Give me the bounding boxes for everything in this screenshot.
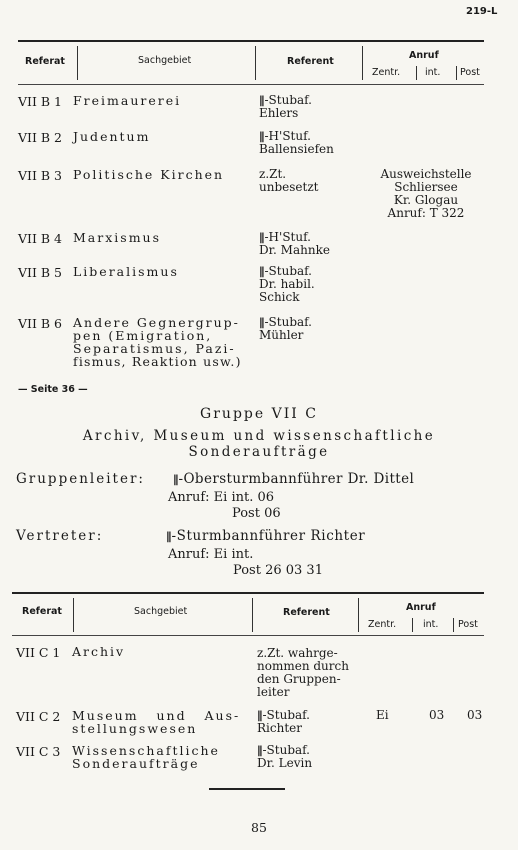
table-row-ref: VII B 2: [18, 130, 62, 145]
table-row-zentr: Ei: [376, 708, 389, 722]
table2-col-divider-2: [252, 598, 253, 632]
table-row-ref: VII B 4: [18, 231, 62, 246]
table-row-ref: VII B 3: [18, 168, 62, 183]
table-row-person: Mühler: [259, 328, 304, 342]
header-referat: Referat: [25, 56, 65, 67]
table-row-person: Dr. Levin: [257, 756, 313, 770]
table-row-subject: stellungswesen: [72, 721, 198, 736]
header2-referent: Referent: [283, 607, 330, 618]
table-row-note: Kr. Glogau: [393, 193, 459, 207]
group-title: Gruppe VII C: [200, 406, 318, 422]
group-subtitle-2: Sonderaufträge: [188, 444, 330, 460]
table-row-int: 03: [429, 708, 445, 722]
ss-rune-glyph: ∥: [259, 265, 265, 278]
header2-post: Post: [458, 619, 478, 630]
table-row-person: ∥-Stubaf.: [259, 264, 312, 278]
header-anruf: Anruf: [409, 50, 439, 61]
header-referent: Referent: [287, 56, 334, 67]
table-row-ref: VII C 2: [16, 709, 61, 724]
ss-rune-glyph: ∥: [259, 316, 265, 329]
table-row-person: Ballensiefen: [259, 142, 334, 156]
table-row-ref: VII C 1: [16, 645, 61, 660]
table-row-person: unbesetzt: [259, 180, 319, 194]
table-row-person: Ehlers: [259, 106, 299, 120]
table-row-subject: pen (Emigration,: [73, 328, 213, 343]
table-row-subject: Marxismus: [73, 230, 162, 245]
ss-rune-glyph: ∥: [259, 130, 265, 143]
anruf-divider-2: [456, 66, 457, 80]
header2-anruf: Anruf: [406, 602, 436, 613]
table-row-subject: Liberalismus: [73, 264, 179, 279]
table-row-person: ∥-Stubaf.: [259, 315, 312, 329]
table-row-subject: Judentum: [73, 129, 151, 144]
table-row-person: Dr. Mahnke: [259, 243, 330, 257]
leader-name: ∥-Obersturmbannführer Dr. Dittel: [173, 471, 415, 487]
deputy-name: ∥-Sturmbannführer Richter: [166, 528, 366, 544]
table-row-person: Schick: [259, 290, 300, 304]
table-row-ref: VII C 3: [16, 744, 61, 759]
anruf2-divider-2: [453, 618, 454, 632]
table-row-subject: Wissenschaftliche: [72, 743, 220, 758]
header2-sachgebiet: Sachgebiet: [134, 606, 188, 617]
table-row-person: nommen durch: [257, 659, 349, 673]
deputy-phone-1: Anruf: Ei int.: [168, 547, 254, 562]
table-row-person: ∥-Stubaf.: [257, 708, 310, 722]
table-row-person: leiter: [257, 685, 290, 699]
ss-rune-glyph: ∥: [259, 231, 265, 244]
ss-rune-glyph: ∥: [259, 94, 265, 107]
table2-col-divider-1: [73, 598, 74, 632]
table-row-subject: Museum und Aus-: [72, 708, 241, 723]
header-post: Post: [460, 67, 480, 78]
table-row-person: z.Zt.: [259, 167, 287, 181]
table-row-ref: VII B 1: [18, 94, 62, 109]
group-subtitle-1: Archiv, Museum und wissenschaftliche: [82, 428, 436, 444]
table-row-subject: Freimaurerei: [73, 93, 182, 108]
table-row-person: ∥-Stubaf.: [259, 93, 312, 107]
header2-referat: Referat: [22, 606, 62, 617]
table-row-subject: Politische Kirchen: [73, 167, 225, 182]
table-row-subject: Sonderaufträge: [72, 756, 200, 771]
table-row-person: den Gruppen-: [257, 672, 341, 686]
ss-rune-glyph: ∥: [166, 530, 172, 543]
table-row-person: ∥-H'Stuf.: [259, 230, 311, 244]
header-sachgebiet: Sachgebiet: [138, 55, 192, 66]
table2-top-rule: [12, 592, 484, 594]
leader-label: Gruppenleiter:: [16, 471, 145, 487]
page-reference: — Seite 36 —: [18, 384, 88, 395]
table-row-post: 03: [467, 708, 483, 722]
table-row-person: Dr. habil.: [259, 277, 315, 291]
table-row-person: Richter: [257, 721, 302, 735]
table1-top-rule: [18, 40, 484, 42]
table-row-note: Ausweichstelle: [380, 167, 472, 181]
header-zentr: Zentr.: [372, 67, 401, 78]
deputy-label: Vertreter:: [16, 528, 104, 544]
table-row-note: Anruf: T 322: [387, 206, 465, 220]
table1-col-divider-1: [77, 46, 78, 80]
table-row-subject: fismus, Reaktion usw.): [73, 354, 242, 369]
table-row-subject: Separatismus, Pazi-: [73, 341, 236, 356]
ss-rune-glyph: ∥: [173, 473, 179, 486]
leader-phone-1: Anruf: Ei int. 06: [168, 490, 275, 505]
table-row-person: ∥-H'Stuf.: [259, 129, 311, 143]
header2-zentr: Zentr.: [368, 619, 397, 630]
header2-int: int.: [423, 619, 439, 630]
table-row-subject: Andere Gegnergrup-: [73, 315, 240, 330]
deputy-phone-2: Post 26 03 31: [233, 563, 323, 578]
anruf2-divider-1: [412, 618, 413, 632]
table2-header-rule: [12, 635, 484, 636]
end-rule: [209, 788, 285, 790]
table-row-ref: VII B 5: [18, 265, 62, 280]
table1-col-divider-3: [362, 46, 363, 80]
leader-phone-2: Post 06: [232, 506, 281, 521]
table-row-person: z.Zt. wahrge-: [257, 646, 338, 660]
table-row-note: Schliersee: [394, 180, 458, 194]
ss-rune-glyph: ∥: [257, 744, 263, 757]
table-row-subject: Archiv: [72, 644, 126, 659]
table1-header-rule: [18, 84, 484, 85]
header-int: int.: [425, 67, 441, 78]
table1-col-divider-2: [255, 46, 256, 80]
anruf-divider-1: [416, 66, 417, 80]
table-row-ref: VII B 6: [18, 316, 62, 331]
table2-col-divider-3: [358, 598, 359, 632]
ss-rune-glyph: ∥: [257, 709, 263, 722]
page-number: 85: [251, 820, 267, 835]
page-label: 219-L: [466, 6, 498, 17]
table-row-person: ∥-Stubaf.: [257, 743, 310, 757]
